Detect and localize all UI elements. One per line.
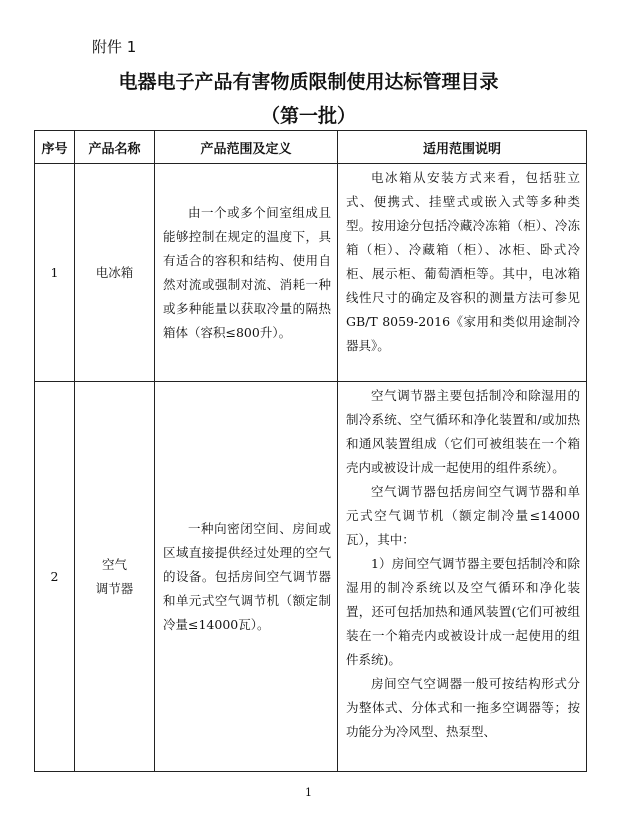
row-scope-description <box>338 382 587 772</box>
table-header-row <box>35 131 587 164</box>
table-row <box>35 382 587 772</box>
row-seq: 1 <box>35 164 75 382</box>
desc-paragraph: 房间空气空调器一般可按结构形式分为整体式、分体式和一拖多空调器等；按功能分为冷风型、热泵型、 <box>346 676 580 739</box>
document-title: 电器电子产品有害物质限制使用达标管理目录 <box>118 71 499 93</box>
row-product-scope <box>155 382 338 772</box>
header-scope-description: 适用范围说明 <box>338 131 587 164</box>
row-product-scope <box>155 164 338 382</box>
row-product-name <box>75 382 155 772</box>
scope-text: 由一个或多个间室组成且能够控制在规定的温度下，具有适合的容积和结构、使用自然对流或强制对流、消耗一种或多种能量以获取冷量的隔热箱体（容积≤800升）。 <box>163 204 331 340</box>
header-product-scope: 产品范围及定义 <box>155 131 338 164</box>
row-scope-description <box>338 164 587 382</box>
row-seq: 2 <box>35 382 75 772</box>
page-number: 1 <box>305 786 312 799</box>
header-product-name: 产品名称 <box>75 131 155 164</box>
scope-text: 一种向密闭空间、房间或区域直接提供经过处理的空气的设备。包括房间空气调节器和单元式空气调节机（额定制冷量≤14000瓦）。 <box>163 520 331 632</box>
desc-container <box>346 384 580 768</box>
catalog-table <box>34 130 587 772</box>
document-subtitle: （第一批） <box>260 105 356 127</box>
row-product-name: 电冰箱 <box>75 164 155 382</box>
product-name-line: 空气 <box>101 556 127 572</box>
table-row <box>35 164 587 382</box>
desc-paragraph: 空气调节器主要包括制冷和除湿用的制冷系统、空气循环和净化装置和/或加热和通风装置组成（它们可被组装在一个箱壳内或被设计成一起使用的组件系统）。 <box>346 388 580 475</box>
desc-paragraph: 空气调节器包括房间空气调节器和单元式空气调节机（额定制冷量≤14000瓦），其中： <box>346 484 580 547</box>
attachment-label: 附件 1 <box>92 38 137 56</box>
product-name-line: 调节器 <box>95 580 134 596</box>
desc-paragraph: 1）房间空气调节器主要包括制冷和除湿用的制冷系统以及空气循环和净化装置，还可包括加热和通风装置(它们可被组装在一个箱壳内或被设计成一起使用的组件系统)。 <box>346 556 580 667</box>
header-seq: 序号 <box>35 131 75 164</box>
desc-paragraph: 电冰箱从安装方式来看，包括驻立式、便携式、挂壁式或嵌入式等多种类型。按用途分包括冷藏冷冻箱（柜）、冷冻箱（柜）、冷藏箱（柜）、冰柜、卧式冷柜、展示柜、葡萄酒柜等。其中，电冰箱线性尺寸的确定及容积的测量方法可参见 GB/T 8059-2016《家用和类似用途制冷器具》。 <box>346 170 580 353</box>
